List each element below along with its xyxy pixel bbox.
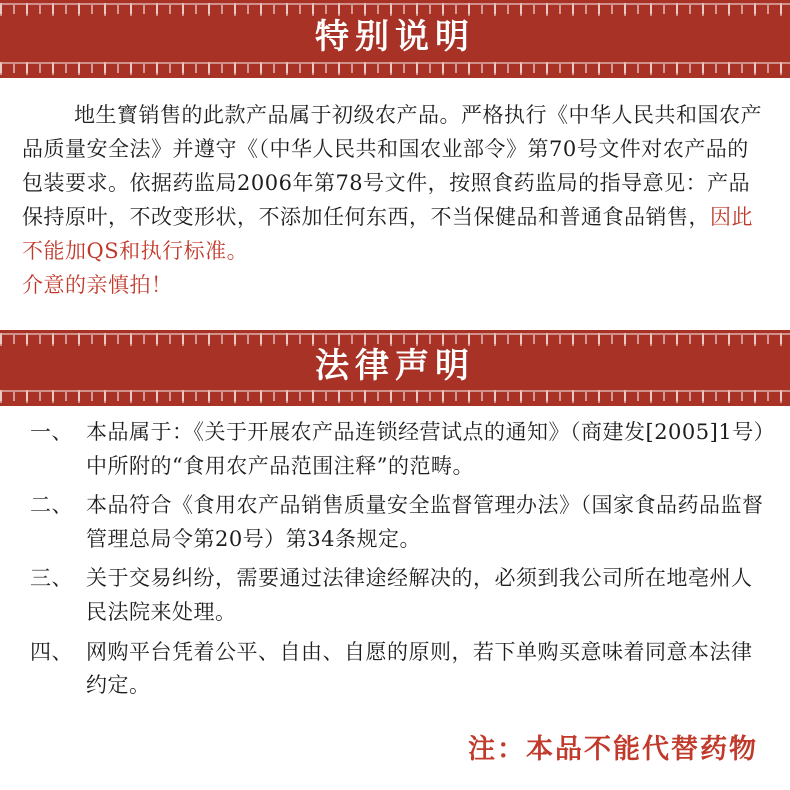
list-item-number: 四、 (30, 639, 73, 664)
list-item-number: 三、 (30, 566, 73, 591)
banner-title-legal-statement: 法律声明 (315, 346, 475, 387)
list-item-text: 关于交易纠纷，需要通过法律途经解决的，必须到我公司所在地亳州人民法院来处理。 (86, 566, 753, 625)
fret-pattern-top-icon-2 (0, 333, 790, 346)
section-spacer (0, 308, 790, 330)
fret-pattern-bottom-icon-2 (0, 390, 790, 403)
list-item (30, 636, 768, 703)
special-notice-main-text: 地生寳销售的此款产品属于初级农产品。严格执行《中华人民共和国农产品质量安全法》并遵守《（中华人民共和国农业部令》第70号文件对农产品的包装要求。依据药监局2006年第78号文件，按照食药监局的指导意见：产品保持原叶，不改变形状，不添加任何东西，不当保健品和普通食品销售， (22, 103, 762, 230)
legal-note: 注：本品不能代替药物 (468, 733, 758, 765)
banner-legal-statement (0, 330, 790, 406)
banner-special-notice (0, 0, 790, 78)
special-notice-red-text: 因此不能加QS和执行标准。 (22, 205, 753, 264)
special-notice-paragraph (22, 98, 768, 268)
list-item-number: 一、 (30, 420, 73, 445)
fret-pattern-top-icon (0, 3, 790, 16)
legal-statement-list (0, 416, 790, 703)
list-item-text: 本品属于：《关于开展农产品连锁经营试点的通知》（商建发[2005]1号）中所附的“食用农产品范围注释”的范畴。 (86, 420, 765, 478)
legal-top-spacer (0, 406, 790, 416)
list-item (30, 489, 768, 556)
list-item-text: 本品符合《食用农产品销售质量安全监督管理办法》（国家食品药品监督管理总局令第20号）第34条规定。 (86, 493, 764, 551)
fret-pattern-bottom-icon (0, 62, 790, 75)
banner-title-special-notice: 特别说明 (315, 17, 475, 57)
list-item-text: 网购平台凭着公平、自由、自愿的原则，若下单购买意味着同意本法律约定。 (86, 639, 753, 698)
list-item (30, 562, 768, 629)
list-item-number: 二、 (30, 493, 73, 518)
special-notice-warning: 介意的亲慎拍！ (22, 273, 173, 298)
list-item (30, 416, 768, 483)
special-notice-body (0, 78, 790, 308)
